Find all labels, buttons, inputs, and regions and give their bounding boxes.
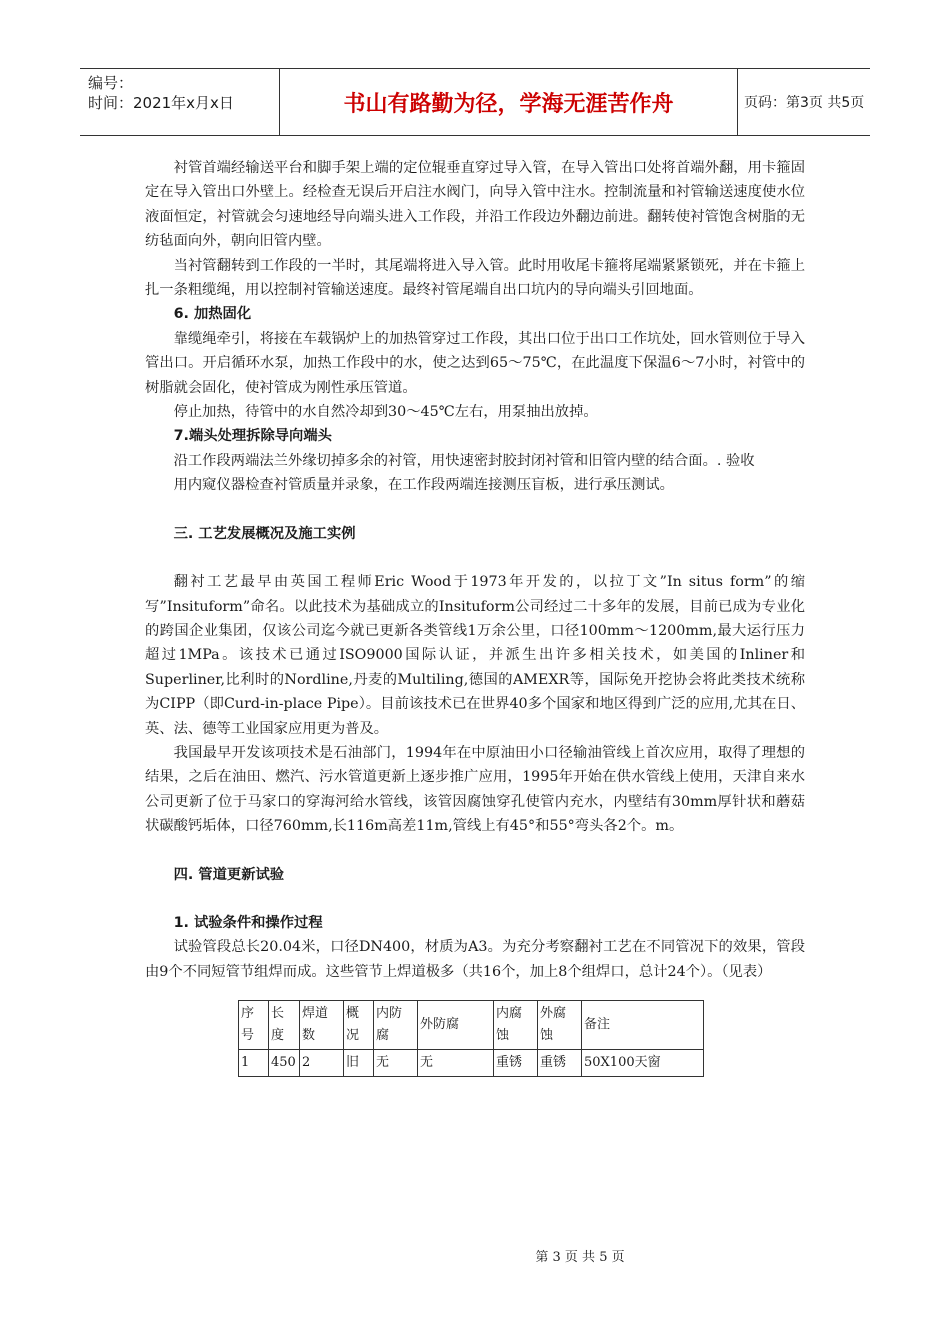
table-header-cell xyxy=(582,1001,704,1050)
paragraph: 当衬管翻转到工作段的一半时，其尾端将进入导入管。此时用收尾卡箍将尾端紧紧锁死，并在卡箍上扎一条粗缆绳，用以控制衬管输送速度。最终衬管尾端自出口坑内的导向端头引回地面。 xyxy=(145,257,805,299)
header-cell-line: 蚀 xyxy=(540,1028,554,1044)
document-body xyxy=(145,156,805,1077)
section-heading: 6. 加热固化 xyxy=(173,306,252,323)
table-row xyxy=(239,1050,704,1077)
section-heading: 四. 管道更新试验 xyxy=(173,866,285,883)
section-gap xyxy=(145,498,805,522)
table-cell: 50X100天窗 xyxy=(582,1050,704,1077)
table-header-cell xyxy=(494,1001,538,1050)
section-gap xyxy=(145,546,805,570)
paragraph: 用内窥仪器检查衬管质量并录象，在工作段两端连接测压盲板，进行承压测试。 xyxy=(173,477,674,494)
table-cell: 1 xyxy=(239,1050,269,1077)
header-meta xyxy=(80,69,280,135)
header-code-label: 编号： xyxy=(88,74,134,92)
table-header-cell xyxy=(300,1001,344,1050)
table-header-row xyxy=(239,1001,704,1050)
header-cell-line: 备注 xyxy=(584,1017,611,1033)
header-cell-line: 概 xyxy=(346,1006,360,1022)
section-gap xyxy=(145,887,805,911)
section-gap xyxy=(145,839,805,863)
header-cell-line: 内腐 xyxy=(496,1006,523,1022)
header-motto: 书山有路勤为径，学海无涯苦作舟 xyxy=(280,69,738,135)
paragraph: 衬管首端经输送平台和脚手架上端的定位辊垂直穿过导入管，在导入管出口处将首端外翻，用卡箍固定在导入管出口外壁上。经检查无误后开启注水阀门，向导入管中注水。控制流量和衬管输送速度使水位液面恒定，衬管就会匀速地经导向端头进入工作段，并沿工作段边外翻边前进。翻转使衬管饱含树脂的无纺毡面向外，朝向旧管内壁。 xyxy=(145,160,805,250)
table-cell: 重锈 xyxy=(538,1050,582,1077)
pipe-segment-table xyxy=(238,1000,704,1077)
header-cell-line: 号 xyxy=(241,1028,255,1044)
header-cell-line: 外腐 xyxy=(540,1006,567,1022)
header-cell-line: 长 xyxy=(271,1006,285,1022)
header-cell-line: 蚀 xyxy=(496,1028,510,1044)
table-cell: 2 xyxy=(300,1050,344,1077)
header-page-label: 页码：第3页 共5页 xyxy=(744,95,865,111)
header-time-label: 时间：2021年x月x日 xyxy=(88,94,234,112)
table-header-cell xyxy=(344,1001,374,1050)
header-cell-line: 况 xyxy=(346,1028,360,1044)
paragraph: 翻衬工艺最早由英国工程师Eric Wood于1973年开发的，以拉丁文”In situs form”的缩写”Insituform”命名。以此技术为基础成立的Insituform公司经过二十多年的发展，目前已成为专业化的跨国企业集团，仅该公司迄今就已更新各类管线1万余公里，口径100mm～1200mm,最大运行压力超过1MPa。该技术已通过ISO9000国际认证，并派生出许多相关技术，如美国的Inliner和Superliner,比利时的Nordline,丹麦的Multiling,德国的AMEXR等，国际免开挖协会将此类技术统称为CIPP（即Curd-in-place Pipe）。目前该技术已在世界40多个国家和地区得到广泛的应用,尤其在日、英、法、德等工业国家应用更为普及。 xyxy=(145,574,805,737)
section-heading: 1. 试验条件和操作过程 xyxy=(173,914,323,931)
table-cell: 旧 xyxy=(344,1050,374,1077)
table-header-cell xyxy=(374,1001,418,1050)
header-cell-line: 腐 xyxy=(376,1028,390,1044)
page-header xyxy=(80,68,870,136)
table-cell: 重锈 xyxy=(494,1050,538,1077)
paragraph: 停止加热，待管中的水自然冷却到30～45℃左右，用泵抽出放掉。 xyxy=(173,404,598,421)
header-cell-line: 焊道 xyxy=(302,1006,329,1022)
header-cell-line: 内防 xyxy=(376,1006,403,1022)
header-cell-line: 序 xyxy=(241,1006,255,1022)
page-footer: 第 3 页 共 5 页 xyxy=(535,1250,625,1265)
header-cell-line: 外防腐 xyxy=(420,1017,460,1033)
section-heading: 三. 工艺发展概况及施工实例 xyxy=(173,525,356,542)
table-cell: 450 xyxy=(269,1050,300,1077)
table-header-cell xyxy=(418,1001,494,1050)
table-header-cell xyxy=(239,1001,269,1050)
paragraph: 靠缆绳牵引，将接在车载锅炉上的加热管穿过工作段，其出口位于出口工作坑处，回水管则位于导入管出口。开启循环水泵，加热工作段中的水，使之达到65～75℃，在此温度下保温6～7小时，衬管中的树脂就会固化，使衬管成为刚性承压管道。 xyxy=(145,330,805,396)
table-cell: 无 xyxy=(374,1050,418,1077)
table-header-cell xyxy=(269,1001,300,1050)
header-cell-line: 数 xyxy=(302,1028,316,1044)
section-heading: 7.端头处理拆除导向端头 xyxy=(173,428,332,445)
paragraph: 沿工作段两端法兰外缘切掉多余的衬管，用快速密封胶封闭衬管和旧管内壁的结合面。. 验收 xyxy=(173,452,755,469)
header-cell-line: 度 xyxy=(271,1028,285,1044)
paragraph: 我国最早开发该项技术是石油部门，1994年在中原油田小口径输油管线上首次应用，取得了理想的结果，之后在油田、燃汽、污水管道更新上逐步推广应用，1995年开始在供水管线上使用，天津自来水公司更新了位于马家口的穿海河给水管线，该管因腐蚀穿孔使管内充水，内壁结有30mm厚针状和蘑菇状碳酸钙垢体，口径760mm,长116m高差11m,管线上有45°和55°弯头各2个。m。 xyxy=(145,744,805,835)
table-cell: 无 xyxy=(418,1050,494,1077)
paragraph: 试验管段总长20.04米，口径DN400，材质为A3。为充分考察翻衬工艺在不同管况下的效果，管段由9个不同短管节组焊而成。这些管节上焊道极多（共16个，加上8个组焊口，总计24个）。（见表） xyxy=(145,939,805,980)
table-header-cell xyxy=(538,1001,582,1050)
